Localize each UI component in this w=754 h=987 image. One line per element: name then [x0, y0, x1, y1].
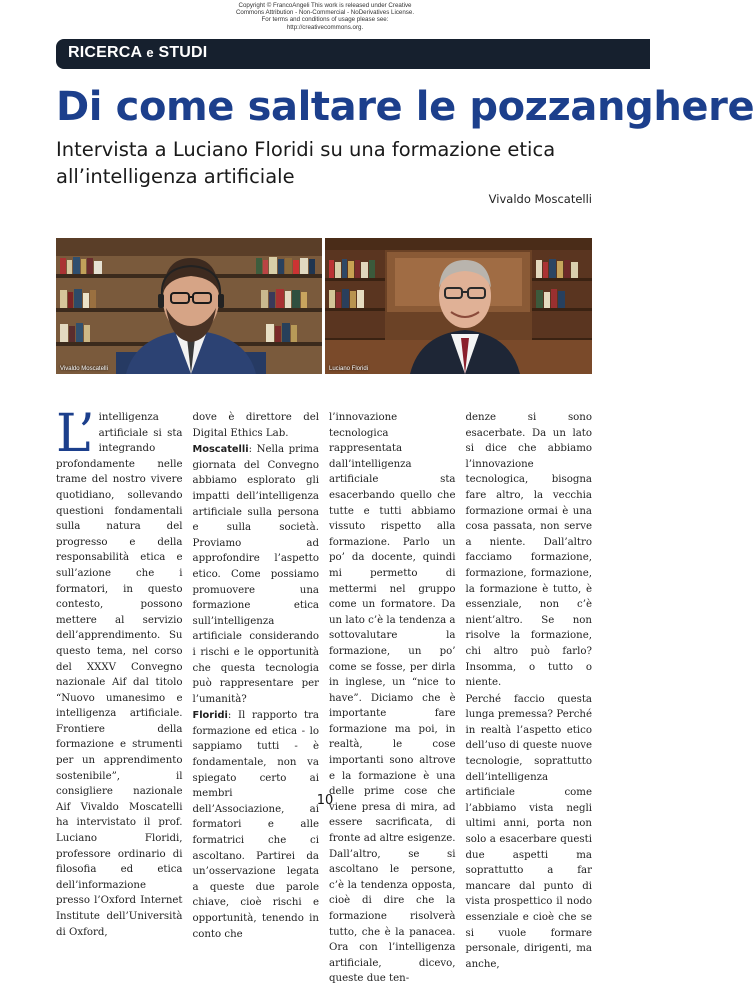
copyright-line: For terms and conditions of usage please see: — [261, 16, 389, 24]
article-paragraph — [193, 708, 320, 942]
article-paragraph: Perché faccio questa lunga premessa? Perché in realtà l’aspetto etico dell’uso di queste nuove tecnologie, soprattutto dell’intelligenza artificiale come l’abbiamo vista negli ultimi anni, porta non solo a esacerbare questi due aspetti ma soprattutto a far mancare dal punto di vista prospettico il nodo essenziale e cioè che se si vuole formare personale, dirigenti, ma anche, — [465, 693, 592, 970]
paragraph-text: intelligenza artificiale si sta integrando profondamente nelle trame del nostro vivere quotidiano, sollevando questioni fondamentali sulla natura del progresso e della responsabilità etica e sull’azione che i formatori, in questo contesto, possono mettere al servizio dell’apprendimento. Su questo tema, nel corso del XXXV Convegno nazionale Aif dal titolo “Nuovo umanesimo e intelligenza artificiale. Frontiere della formazione e strumenti per un apprendimento sostenibile”, il consigliere nazionale Aif Vivaldo Moscatelli ha intervistato il prof. Luciano Floridi, professore ordinario di filosofia ed etica dell’informazione presso l’Oxford Internet Institute dell’Università di Oxford, — [56, 412, 183, 938]
drop-cap: L’ — [56, 404, 95, 464]
paragraph-text: : Nella prima giornata del Convegno abbiamo esplorato gli impatti dell’intelligenza artificiale sulla persona e sulla società. Proviamo ad approfondire l’aspetto etico. Come possiamo promuovere una formazione etica sull’intelligenza artificiale considerando i rischi e le opportunità che questa tecnologia può rappresentare per l’umanità? — [192, 444, 319, 705]
article-body — [56, 404, 592, 987]
article-paragraph: dove è direttore del Digital Ethics Lab. — [192, 412, 319, 439]
article-paragraph — [193, 442, 320, 707]
photo-left-illustration — [56, 238, 322, 374]
photo-right-label: Luciano Floridi — [329, 366, 369, 372]
speaker-name: Moscatelli — [192, 444, 249, 456]
article-paragraph: l’innovazione tecnologica rappresentata dall’intelligenza artificiale sta esacerbando quello che tutte e tutti abbiamo vissuto rispetto alla formazione. Parlo un po’ da docente, quindi mi permetto di mettermi nel gruppo come un formatore. Da un lato c’è la tendenza a sottovalutare la formazione, un po’ come se fosse, per dirla in inglese, un “nice to have”. Diciamo che è importante fare formazione ma poi, in realtà, le cose importanti sono altrove e la formazione è una delle prime cose che viene presa di mira, ad essere sacrificata, di fronte ad altre esigenze. Dall’altro, se si ascoltano le persone, c’è la tendenza opposta, cioè di dire che la formazione risolverà tutto, che è la panacea. Ora con l’intelligenza artificiale, dicevo, queste due ten- — [329, 412, 456, 985]
photo-left-label: Vivaldo Moscatelli — [60, 366, 108, 372]
article-author: Vivaldo Moscatelli — [488, 192, 592, 206]
section-label — [68, 44, 207, 62]
photo-right-illustration — [325, 238, 592, 374]
article-column-4 — [466, 410, 593, 987]
paragraph-text: : Il rapporto tra formazione ed etica - lo sappiamo tutti - è fondamentale, non va spiegato certo ai membri dell’Associazione, ai formatori e alle formatrici che ci ascoltano. Partirei da un’osservazione legata a queste due parole chiave, cioè rischi e opportunità, tenendo in conto che — [192, 710, 319, 940]
section-label-word: RICERCA — [68, 44, 142, 61]
copyright-line: Commons Attribution - Non-Commercial - NoDerivatives License. — [235, 9, 415, 17]
photo-panel-left — [56, 238, 322, 374]
video-call-photo — [56, 238, 592, 374]
page-number: 10 — [316, 793, 334, 808]
section-banner — [56, 39, 650, 69]
article-paragraph — [56, 404, 183, 940]
article-column-3 — [329, 410, 456, 987]
copyright-notice — [200, 2, 450, 31]
article-column-2 — [193, 410, 320, 987]
speaker-name: Floridi — [192, 710, 228, 722]
article-title: Di come saltare le pozzanghere — [56, 84, 754, 130]
article-subtitle: Intervista a Luciano Floridi su una formazione etica all’intelligenza artificiale — [56, 138, 556, 188]
section-label-conjunction: e — [146, 45, 154, 60]
copyright-line: Copyright © FrancoAngeli This work is released under Creative — [238, 2, 412, 9]
section-label-word: STUDI — [158, 44, 208, 61]
article-column-1 — [56, 404, 183, 987]
copyright-line: http://creativecommons.org. — [286, 23, 364, 31]
article-paragraph: denze si sono esacerbate. Da un lato si dice che abbiamo l’innovazione tecnologica, bisogna fare altro, la vecchia formazione ormai è una cosa passata, non serve a niente. Dall’altro facciamo formazione, formazione, formazione, la formazione è tutto, è essenziale, non c’è nient’altro. Se non risolve la formazione, chi altro può farlo? Insomma, o tutto o niente. — [465, 412, 592, 689]
photo-panel-right — [325, 238, 592, 374]
